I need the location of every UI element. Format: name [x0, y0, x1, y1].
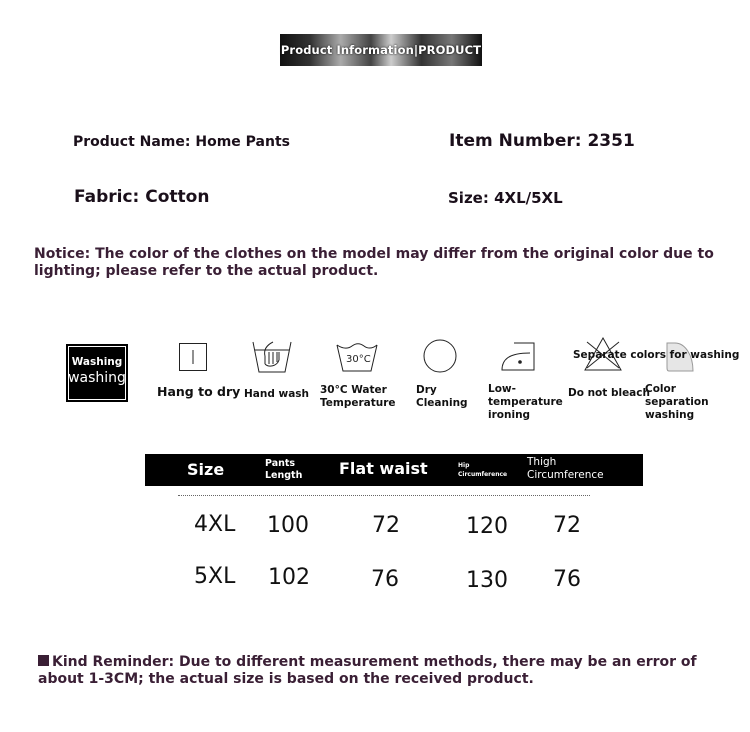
item-number: Item Number: 2351 — [449, 131, 635, 151]
cell-pants-length: 102 — [268, 565, 310, 590]
care-label-hand-wash: Hand wash — [244, 388, 310, 400]
hang-dry-icon — [179, 343, 208, 376]
table-divider — [178, 495, 590, 496]
header-flat-waist: Flat waist — [339, 459, 428, 478]
section-banner — [280, 34, 482, 66]
wash-30-icon — [336, 343, 378, 377]
hand-wash-icon — [251, 338, 293, 378]
separate-colors-overlay: Separate colors for washing — [573, 349, 740, 361]
header-size: Size — [187, 460, 225, 479]
product-name: Product Name: Home Pants — [73, 134, 290, 150]
washing-subtitle: washing — [68, 370, 126, 386]
washing-title: Washing — [71, 356, 123, 368]
kind-reminder — [38, 654, 718, 688]
cell-flat-waist: 76 — [371, 567, 399, 592]
size-info: Size: 4XL/5XL — [448, 189, 563, 207]
notice-text: Notice: The color of the clothes on the model may differ from the original color due to lighting; please refer to the actual product. — [34, 246, 714, 279]
reminder-text: Kind Reminder: Due to different measurement methods, there may be an error of about 1-3CM; the actual size is based on the received product. — [38, 654, 697, 687]
cell-hip: 130 — [466, 568, 508, 593]
care-label-hang-dry: Hang to dry — [157, 384, 241, 399]
cell-pants-length: 100 — [267, 513, 309, 538]
header-hip: Hip Circumference — [458, 462, 508, 478]
dry-clean-icon — [423, 339, 458, 378]
cell-size: 5XL — [194, 564, 236, 589]
size-table-header — [145, 454, 643, 486]
care-label-30c: 30°C Water Temperature — [320, 384, 396, 409]
care-label-color-separation: Color separation washing — [645, 383, 709, 421]
care-label-dry-clean: Dry Cleaning — [416, 384, 468, 409]
banner-title: Product Information|PRODUCT — [280, 43, 482, 57]
header-thigh: Thigh Circumference — [527, 456, 604, 481]
wash-temp-text: 30°C — [346, 354, 371, 365]
care-label-no-bleach: Do not bleach — [568, 387, 650, 399]
cell-thigh: 72 — [553, 513, 581, 538]
washing-label-box — [66, 344, 128, 402]
header-pants-length: Pants Length — [265, 458, 303, 481]
care-label-iron: Low-temperature ironing — [488, 383, 563, 421]
fabric: Fabric: Cotton — [74, 187, 210, 207]
cell-thigh: 76 — [553, 567, 581, 592]
cell-size: 4XL — [194, 512, 236, 537]
cell-flat-waist: 72 — [372, 513, 400, 538]
cell-hip: 120 — [466, 514, 508, 539]
iron-low-icon — [500, 340, 540, 376]
square-bullet-icon — [38, 655, 49, 666]
